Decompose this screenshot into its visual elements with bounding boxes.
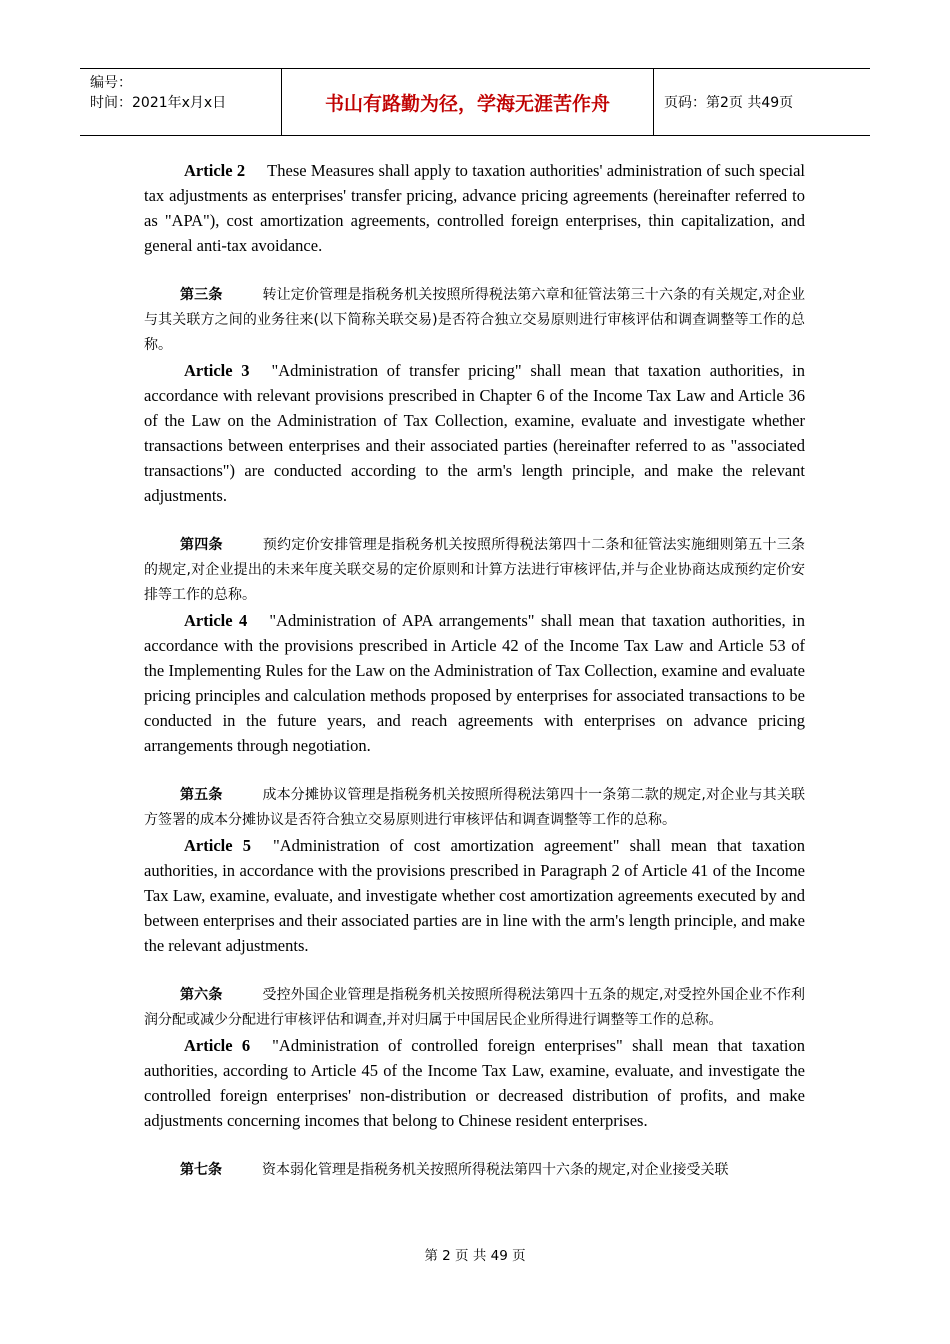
article-label: 第六条 — [180, 987, 223, 1003]
document-body — [144, 158, 805, 1183]
article-5-zh — [144, 783, 805, 833]
article-text: "Administration of transfer pricing" shall mean that taxation authorities, in accordance with relevant provisions prescribed in Chapter 6 of the Income Tax Law and Article 36 of the Law on the Administration of Tax Collection, examine, evaluate and investigate whether transactions between enterprises and their associated parties (hereinafter referred to as "associated transactions") are conducted according to the arm's length principle, and make the relevant adjustments. — [144, 361, 805, 505]
article-text: 预约定价安排管理是指税务机关按照所得税法第四十二条和征管法实施细则第五十三条的规定,对企业提出的未来年度关联交易的定价原则和计算方法进行审核评估,并与企业协商达成预约定价安排等工作的总称。 — [144, 537, 806, 603]
article-text: 转让定价管理是指税务机关按照所得税法第六章和征管法第三十六条的有关规定,对企业与其关联方之间的业务往来(以下简称关联交易)是否符合独立交易原则进行审核评估和调查调整等工作的总称。 — [144, 287, 806, 353]
article-text: "Administration of controlled foreign enterprises" shall mean that taxation authorities, according to Article 45 of the Income Tax Law, examine, evaluate, and investigate the controlled foreign enterprises' non-distribution or decreased distribution of profits, and make adjustments concerning incomes that belong to Chinese resident enterprises. — [144, 1036, 805, 1130]
document-time-label: 时间：2021年x月x日 — [90, 95, 227, 111]
header-page-info: 页码：第2页 共49页 — [664, 95, 794, 111]
article-label: Article 3 — [184, 361, 250, 380]
article-text: 受控外国企业管理是指税务机关按照所得税法第四十五条的规定,对受控外国企业不作利润分配或减少分配进行审核评估和调查,并对归属于中国居民企业所得进行调整等工作的总称。 — [144, 987, 806, 1028]
header-motto: 书山有路勤为径，学海无涯苦作舟 — [282, 69, 654, 135]
article-label: Article 5 — [184, 836, 251, 855]
article-6-zh — [144, 983, 805, 1033]
article-label: 第三条 — [180, 287, 223, 303]
article-text: "Administration of APA arrangements" shall mean that taxation authorities, in accordance with the provisions prescribed in Article 42 of the Income Tax Law and Article 53 of the Implementing Rules for the Law on the Administration of Tax Collection, examine and evaluate pricing principles and calculation methods proposed by enterprises for associated transactions to be conducted in the future years, and reach agreements with enterprises on advance pricing arrangements through negotiation. — [144, 611, 805, 755]
header-meta — [80, 69, 282, 135]
document-number-label: 编号： — [90, 75, 132, 91]
article-label: 第五条 — [180, 787, 223, 803]
article-label: Article 2 — [184, 161, 246, 180]
article-4-zh — [144, 533, 805, 608]
article-3-en — [144, 358, 805, 508]
article-4-en — [144, 608, 805, 758]
article-text: These Measures shall apply to taxation authorities' administration of such special tax adjustments as enterprises' transfer pricing, advance pricing agreements (hereinafter referred to as "APA"), cost amortization agreements, controlled foreign enterprises, thin capitalization, and general anti-tax avoidance. — [144, 161, 805, 255]
article-2-en — [144, 158, 805, 258]
article-6-en — [144, 1033, 805, 1133]
article-3-zh — [144, 283, 805, 358]
article-5-en — [144, 833, 805, 958]
article-label: Article 4 — [184, 611, 248, 630]
article-text: "Administration of cost amortization agreement" shall mean that taxation authorities, in accordance with the provisions prescribed in Paragraph 2 of Article 41 of the Income Tax Law, examine, evaluate, and investigate whether cost amortization agreements executed by and between enterprises and their associated parties are in line with the arm's length principle, and make the relevant adjustments. — [144, 836, 805, 955]
article-label: 第四条 — [180, 537, 223, 553]
page-footer: 第 2 页 共 49 页 — [424, 1248, 526, 1264]
article-label: 第七条 — [180, 1162, 222, 1178]
article-label: Article 6 — [184, 1036, 251, 1055]
article-text: 成本分摊协议管理是指税务机关按照所得税法第四十一条第二款的规定,对企业与其关联方签署的成本分摊协议是否符合独立交易原则进行审核评估和调查调整等工作的总称。 — [144, 787, 806, 828]
article-7-zh — [144, 1158, 805, 1183]
article-text: 资本弱化管理是指税务机关按照所得税法第四十六条的规定,对企业接受关联 — [262, 1162, 729, 1178]
page-header — [80, 68, 870, 136]
